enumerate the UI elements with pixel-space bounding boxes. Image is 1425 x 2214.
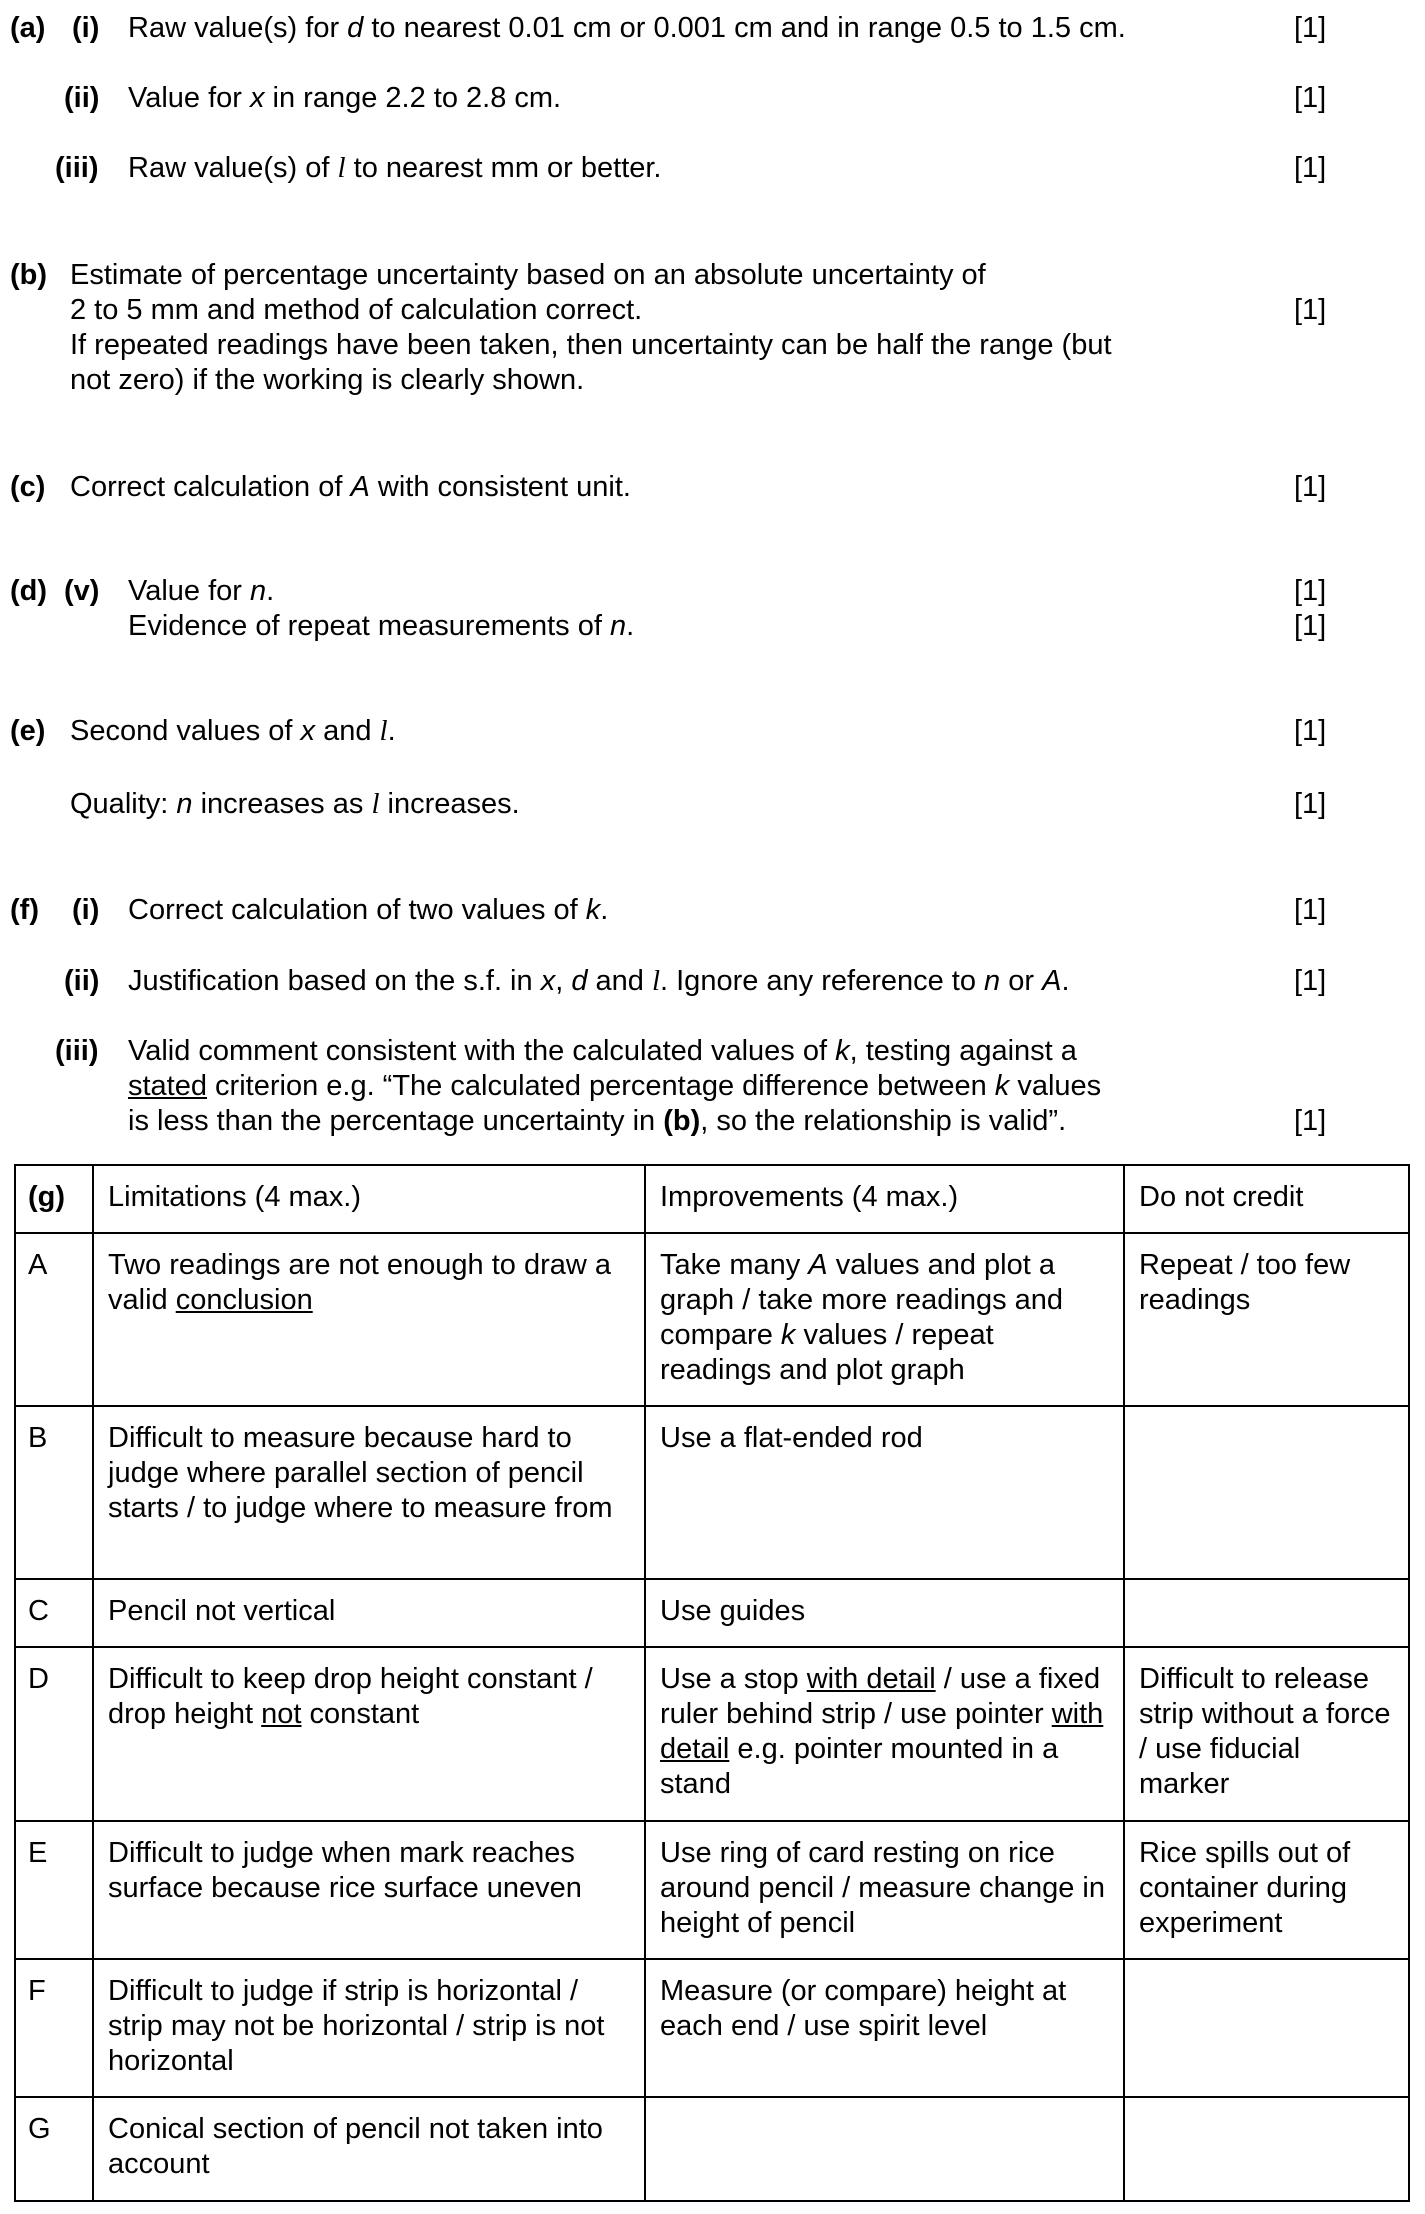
part-c-text: Correct calculation of A with consistent unit. [70, 471, 631, 503]
table-row [15, 1959, 1409, 2097]
table-row [15, 1579, 1409, 1647]
row-key: D [15, 1647, 93, 1821]
part-d-line2: Evidence of repeat measurements of n. [128, 610, 635, 642]
part-d-v-label: (v) [64, 575, 100, 607]
part-d-line1-mark: [1] [1294, 575, 1327, 607]
part-b-mark: [1] [1294, 294, 1327, 326]
part-f-i-label: (i) [72, 894, 100, 926]
row-key: C [15, 1579, 93, 1647]
row-do-not-credit [1124, 2097, 1409, 2201]
row-do-not-credit: Repeat / too few readings [1124, 1233, 1409, 1406]
part-f-iii-mark: [1] [1294, 1105, 1327, 1137]
row-do-not-credit [1124, 1406, 1409, 1579]
row-improvement: Use a flat-ended rod [645, 1406, 1124, 1579]
part-d-line1: Value for n. [128, 575, 275, 607]
part-c-mark: [1] [1294, 471, 1327, 503]
part-b-label: (b) [10, 259, 48, 291]
part-b-line1: Estimate of percentage uncertainty based on an absolute uncertainty of [70, 259, 986, 291]
part-b-line4: not zero) if the working is clearly shown. [70, 364, 585, 396]
part-e-line2: Quality: n increases as l increases. [70, 788, 520, 820]
part-a-ii-label: (ii) [64, 82, 100, 114]
row-limitation: Difficult to measure because hard to judge where parallel section of pencil starts / to judge where to measure from [93, 1406, 645, 1579]
row-key: E [15, 1821, 93, 1959]
limitations-improvements-table [14, 1164, 1410, 2202]
part-d-line2-mark: [1] [1294, 610, 1327, 642]
row-improvement: Use a stop with detail / use a fixed ruler behind strip / use pointer with detail e.g. pointer mounted in a stand [645, 1647, 1124, 1821]
table-header-no-credit: Do not credit [1124, 1165, 1409, 1233]
part-b-line2: 2 to 5 mm and method of calculation correct. [70, 294, 643, 326]
part-a-ii-mark: [1] [1294, 82, 1327, 114]
part-e-line2-mark: [1] [1294, 788, 1327, 820]
table-header-limitations: Limitations (4 max.) [93, 1165, 645, 1233]
row-do-not-credit [1124, 1959, 1409, 2097]
row-improvement: Measure (or compare) height at each end / use spirit level [645, 1959, 1124, 2097]
row-limitation: Pencil not vertical [93, 1579, 645, 1647]
part-a-ii-text: Value for x in range 2.2 to 2.8 cm. [128, 82, 562, 114]
table-row [15, 1406, 1409, 1579]
part-f-i-mark: [1] [1294, 894, 1327, 926]
part-a-i-label: (i) [72, 12, 100, 44]
row-do-not-credit: Difficult to release strip without a force / use fiducial marker [1124, 1647, 1409, 1821]
row-do-not-credit: Rice spills out of container during experiment [1124, 1821, 1409, 1959]
part-e-line1-mark: [1] [1294, 715, 1327, 747]
row-key: F [15, 1959, 93, 2097]
part-f-i-text: Correct calculation of two values of k. [128, 894, 609, 926]
row-limitation: Conical section of pencil not taken into account [93, 2097, 645, 2201]
part-f-iii-line1: Valid comment consistent with the calculated values of k, testing against a [128, 1035, 1077, 1067]
part-f-iii-label: (iii) [55, 1035, 99, 1067]
part-a-iii-label: (iii) [55, 152, 99, 184]
part-b-line3: If repeated readings have been taken, then uncertainty can be half the range (but [70, 329, 1112, 361]
row-key: A [15, 1233, 93, 1406]
row-do-not-credit [1124, 1579, 1409, 1647]
table-row [15, 1233, 1409, 1406]
row-improvement: Take many A values and plot a graph / take more readings and compare k values / repeat readings and plot graph [645, 1233, 1124, 1406]
row-improvement [645, 2097, 1124, 2201]
part-f-label: (f) [10, 894, 39, 926]
table-row [15, 1821, 1409, 1959]
part-f-iii-line2: stated criterion e.g. “The calculated percentage difference between k values [128, 1070, 1102, 1102]
part-f-ii-mark: [1] [1294, 965, 1327, 997]
part-a-label: (a) [10, 12, 46, 44]
part-f-ii-label: (ii) [64, 965, 100, 997]
part-e-label: (e) [10, 715, 46, 747]
row-limitation: Difficult to judge when mark reaches surface because rice surface uneven [93, 1821, 645, 1959]
part-f-ii-text: Justification based on the s.f. in x, d and l. Ignore any reference to n or A. [128, 965, 1070, 997]
row-key: B [15, 1406, 93, 1579]
part-f-iii-line3: is less than the percentage uncertainty in (b), so the relationship is valid”. [128, 1105, 1067, 1137]
part-e-line1: Second values of x and l. [70, 715, 396, 747]
part-a-iii-mark: [1] [1294, 152, 1327, 184]
table-row [15, 2097, 1409, 2201]
part-c-label: (c) [10, 471, 46, 503]
row-improvement: Use ring of card resting on rice around pencil / measure change in height of pencil [645, 1821, 1124, 1959]
part-a-i-text: Raw value(s) for d to nearest 0.01 cm or 0.001 cm and in range 0.5 to 1.5 cm. [128, 12, 1126, 44]
row-limitation: Difficult to judge if strip is horizontal / strip may not be horizontal / strip is not horizontal [93, 1959, 645, 2097]
table-header-row [15, 1165, 1409, 1233]
part-d-label: (d) [10, 575, 48, 607]
table-header-improvements: Improvements (4 max.) [645, 1165, 1124, 1233]
row-limitation: Two readings are not enough to draw a valid conclusion [93, 1233, 645, 1406]
part-a-iii-text: Raw value(s) of l to nearest mm or better. [128, 152, 662, 184]
part-a-i-mark: [1] [1294, 12, 1327, 44]
row-improvement: Use guides [645, 1579, 1124, 1647]
table-row [15, 1647, 1409, 1821]
table-header-key: (g) [15, 1165, 93, 1233]
row-limitation: Difficult to keep drop height constant / drop height not constant [93, 1647, 645, 1821]
row-key: G [15, 2097, 93, 2201]
